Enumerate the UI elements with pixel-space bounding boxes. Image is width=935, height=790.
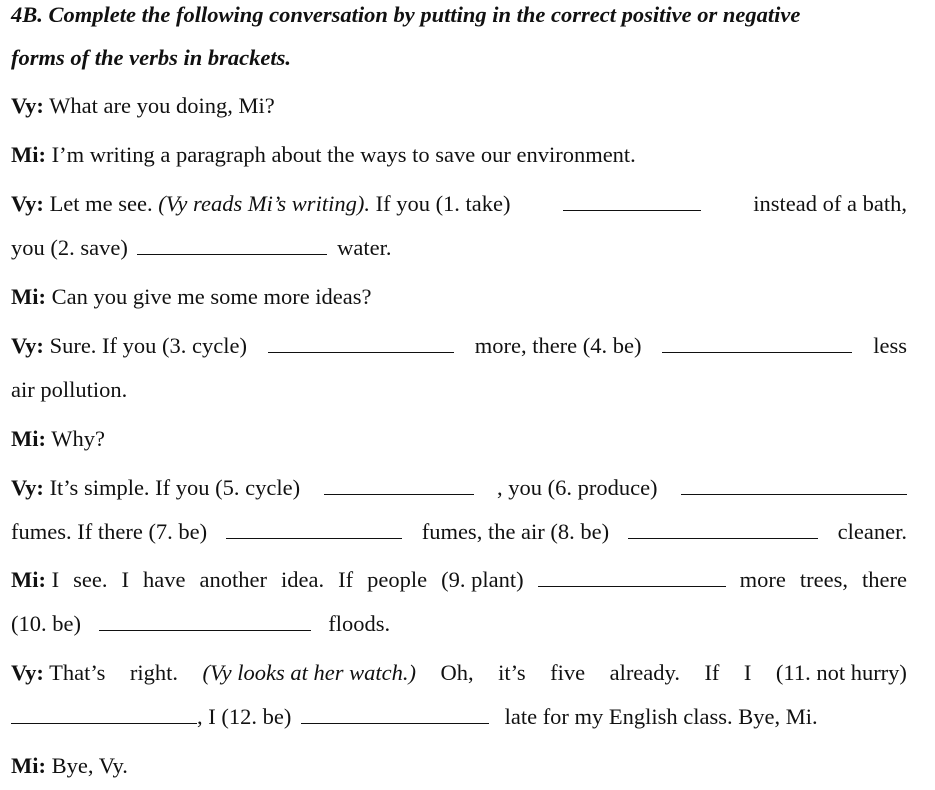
- dialogue-segment: [11, 565, 59, 595]
- dialogue-line-2: [11, 140, 907, 170]
- dialogue-line-6: [11, 331, 907, 361]
- dialogue-text: you (2. save): [11, 235, 128, 260]
- dialogue-word: I: [121, 567, 129, 592]
- dialogue-text: more, there (4. be): [474, 333, 642, 358]
- dialogue-word: Oh,: [440, 660, 474, 685]
- dialogue-segment: [11, 331, 247, 361]
- dialogue-segment: [11, 658, 105, 688]
- dialogue-word: trees,: [799, 567, 849, 592]
- dialogue-line-13: [11, 658, 907, 688]
- dialogue-word: If: [338, 567, 354, 592]
- dialogue-word: right.: [129, 660, 179, 685]
- dialogue-line-10: [11, 517, 907, 547]
- answer-blank-10[interactable]: [99, 629, 311, 631]
- dialogue-text: instead of a bath,: [753, 191, 907, 216]
- dialogue-text: I’m writing a paragraph about the ways to save our environment.: [45, 142, 636, 167]
- answer-blank-12[interactable]: [301, 722, 489, 724]
- dialogue-line-15: [11, 751, 907, 781]
- dialogue-text: Let me see.: [43, 191, 159, 216]
- dialogue-segment: [11, 189, 511, 219]
- dialogue-text: fumes, the air (8. be): [421, 519, 610, 544]
- dialogue-word: idea.: [281, 567, 325, 592]
- dialogue-text: late for my English class. Bye, Mi.: [504, 704, 818, 729]
- dialogue-text: (10. be): [11, 611, 81, 636]
- exercise-title-line-2: [11, 43, 907, 73]
- speaker-label: Vy:: [11, 475, 44, 500]
- dialogue-line-11: [11, 565, 907, 595]
- speaker-label: Vy:: [11, 191, 44, 216]
- speaker-label: Mi:: [11, 426, 46, 451]
- dialogue-word: there: [862, 567, 907, 592]
- dialogue-word: people: [367, 567, 428, 592]
- dialogue-word: I: [743, 660, 752, 685]
- dialogue-text: Sure. If you (3. cycle): [43, 333, 247, 358]
- dialogue-line-12: [11, 609, 907, 639]
- dialogue-word: see.: [73, 567, 108, 592]
- speaker-label: Mi:: [11, 753, 46, 778]
- answer-blank-11[interactable]: [11, 722, 197, 724]
- answer-blank-1[interactable]: [563, 209, 701, 211]
- dialogue-line-1: [11, 91, 907, 121]
- dialogue-text: water.: [337, 235, 392, 260]
- dialogue-text: Can you give me some more ideas?: [45, 284, 372, 309]
- stage-direction: (Vy looks at her watch.): [202, 660, 417, 685]
- dialogue-word: already.: [609, 660, 680, 685]
- speaker-label: Vy:: [11, 660, 44, 685]
- dialogue-text: , you (6. produce): [496, 475, 658, 500]
- dialogue-text: , I (12. be): [197, 704, 292, 729]
- dialogue-text: If you (1. take): [369, 191, 511, 216]
- dialogue-text: I: [45, 567, 60, 592]
- dialogue-text: What are you doing, Mi?: [43, 93, 275, 118]
- answer-blank-3[interactable]: [268, 351, 454, 353]
- exercise-title: 4B. Complete the following conversation by putting in the correct positive or negative: [11, 2, 801, 27]
- dialogue-text: less: [873, 333, 907, 358]
- answer-blank-6[interactable]: [681, 493, 907, 495]
- speaker-label: Vy:: [11, 93, 44, 118]
- dialogue-line-8: [11, 424, 907, 454]
- dialogue-segment: [11, 473, 300, 503]
- stage-direction: (Vy reads Mi’s writing).: [158, 191, 370, 216]
- speaker-label: Mi:: [11, 142, 46, 167]
- exercise-title-continued: forms of the verbs in brackets.: [11, 45, 291, 70]
- dialogue-text: air pollution.: [11, 377, 128, 402]
- dialogue-word: have: [143, 567, 186, 592]
- dialogue-line-14: [11, 702, 907, 732]
- dialogue-word: (9. plant): [441, 567, 524, 592]
- answer-blank-2[interactable]: [137, 253, 327, 255]
- speaker-label: Mi:: [11, 567, 46, 592]
- dialogue-line-3: [11, 189, 907, 219]
- dialogue-text: It’s simple. If you (5. cycle): [43, 475, 301, 500]
- exercise-title-line-1: [11, 0, 907, 30]
- dialogue-line-9: [11, 473, 907, 503]
- dialogue-word: more: [739, 567, 786, 592]
- speaker-label: Vy:: [11, 333, 44, 358]
- dialogue-text: Why?: [45, 426, 105, 451]
- dialogue-text: floods.: [328, 611, 391, 636]
- answer-blank-4[interactable]: [662, 351, 852, 353]
- dialogue-word: (11. not hurry): [775, 660, 907, 685]
- dialogue-text: fumes. If there (7. be): [11, 519, 208, 544]
- dialogue-word: another: [199, 567, 267, 592]
- dialogue-line-5: [11, 282, 907, 312]
- dialogue-line-4: [11, 233, 907, 263]
- answer-blank-5[interactable]: [324, 493, 474, 495]
- answer-blank-9[interactable]: [538, 585, 726, 587]
- answer-blank-8[interactable]: [628, 537, 818, 539]
- speaker-label: Mi:: [11, 284, 46, 309]
- dialogue-word: five: [550, 660, 586, 685]
- dialogue-text: That’s: [43, 660, 106, 685]
- dialogue-word: If: [704, 660, 720, 685]
- dialogue-line-7: [11, 375, 907, 405]
- dialogue-text: Bye, Vy.: [45, 753, 128, 778]
- dialogue-word: it’s: [498, 660, 526, 685]
- answer-blank-7[interactable]: [226, 537, 402, 539]
- dialogue-text: cleaner.: [837, 519, 907, 544]
